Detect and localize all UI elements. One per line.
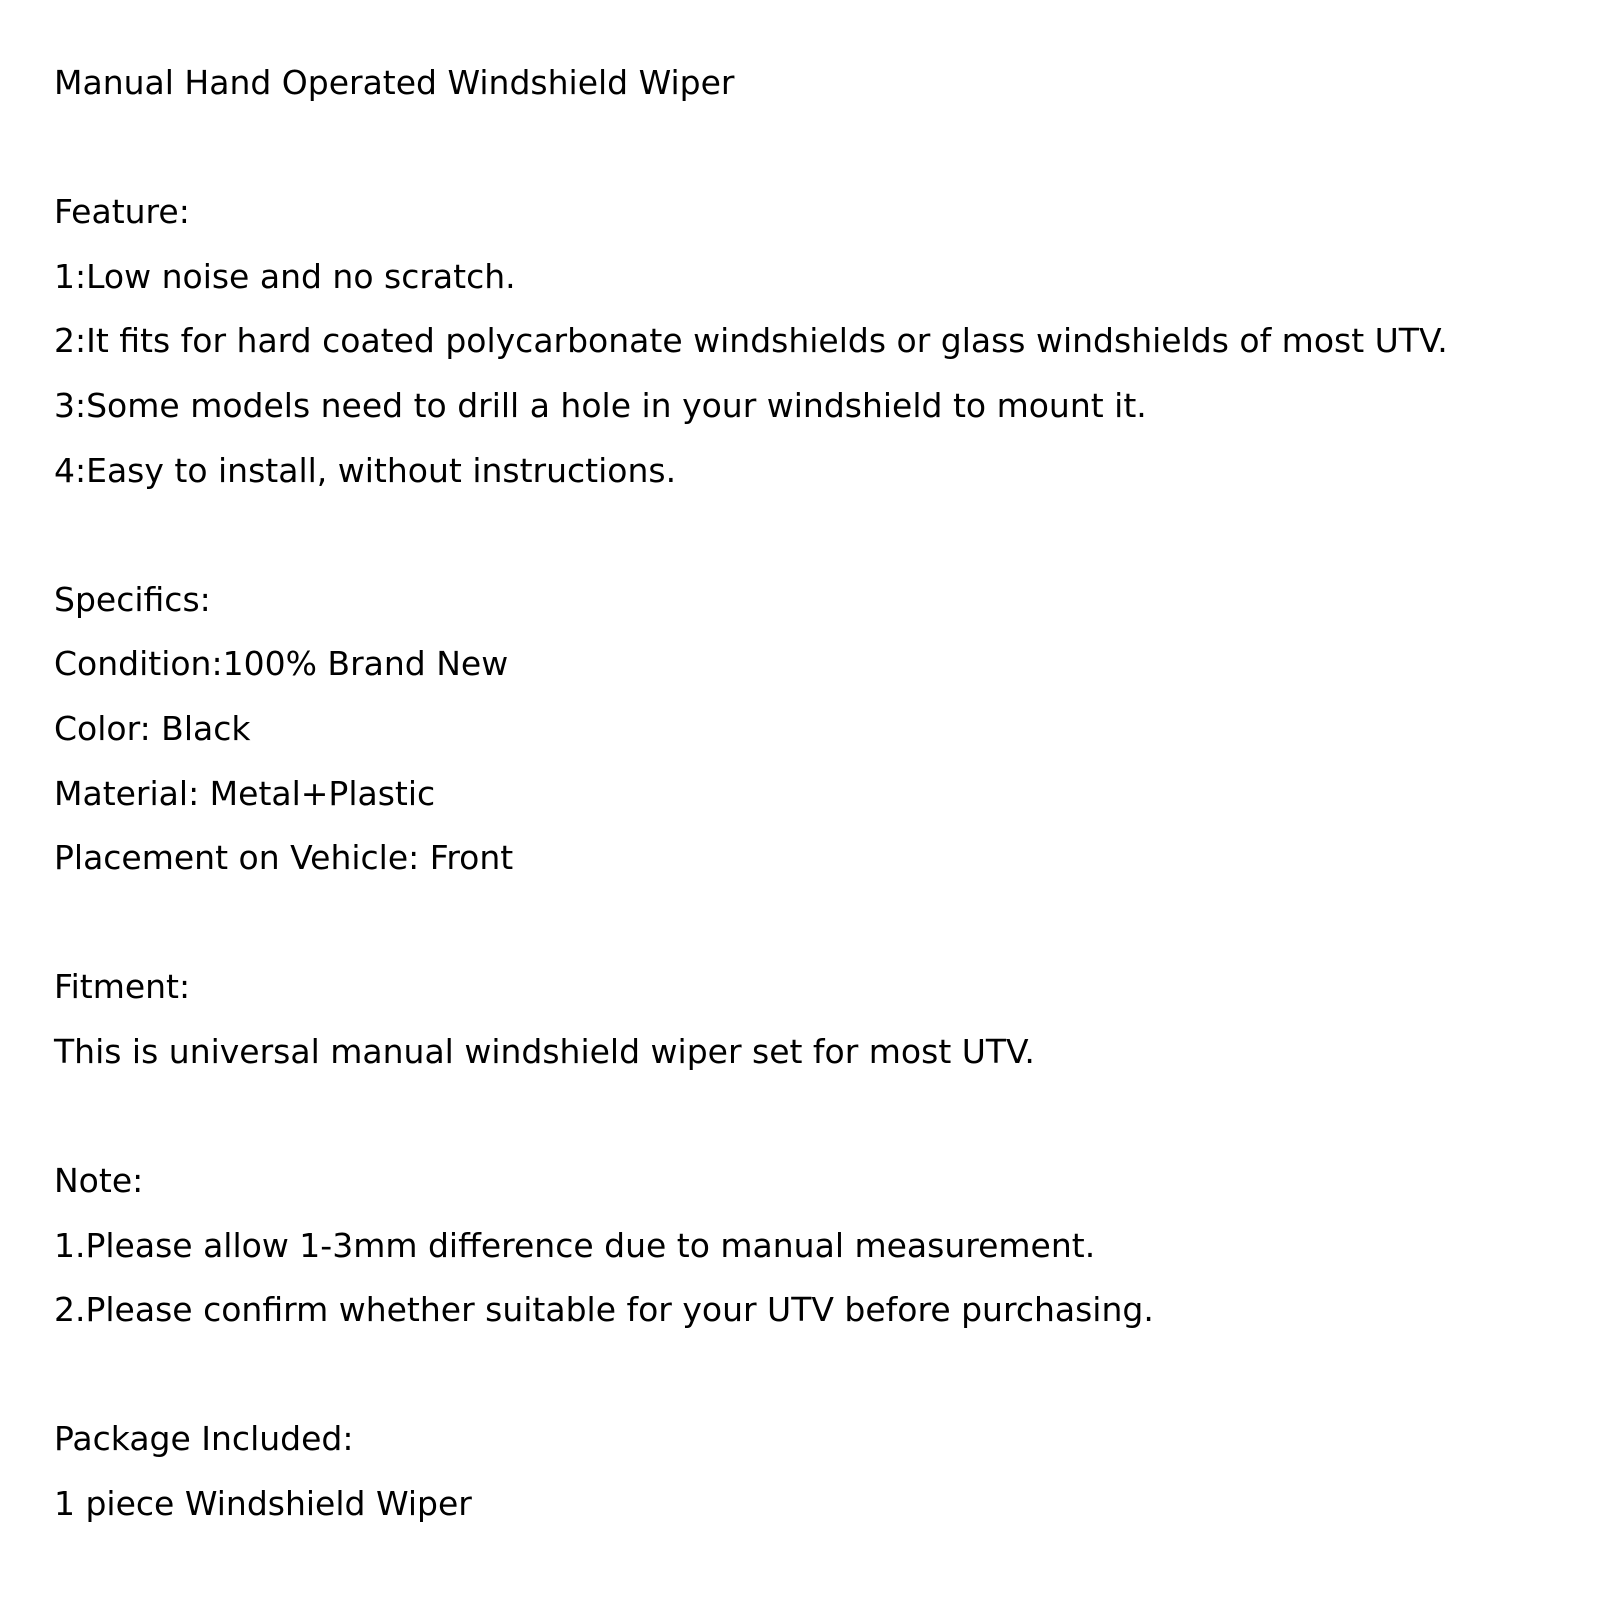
specifics-item: Color: Black (54, 708, 251, 748)
note-item: 1.Please allow 1-3mm difference due to manual measurement. (54, 1225, 1096, 1265)
blank-line (54, 116, 1584, 181)
feature-item: 3:Some models need to drill a hole in your windshield to mount it. (54, 385, 1147, 425)
fitment-text: This is universal manual windshield wiper set for most UTV. (54, 1031, 1035, 1071)
specifics-item: Condition:100% Brand New (54, 644, 509, 684)
package-item: 1 piece Windshield Wiper (54, 1484, 472, 1524)
specifics-item: Material: Metal+Plastic (54, 773, 436, 813)
feature-item: 4:Easy to install, without instructions. (54, 450, 677, 490)
note-heading: Note: (54, 1161, 144, 1201)
blank-line (54, 1343, 1584, 1408)
feature-item: 2:It fits for hard coated polycarbonate windshields or glass windshields of most UTV. (54, 321, 1448, 361)
product-description (54, 51, 1584, 1537)
feature-heading: Feature: (54, 192, 190, 232)
blank-line (54, 891, 1584, 956)
feature-item: 1:Low noise and no scratch. (54, 256, 516, 296)
package-heading: Package Included: (54, 1419, 354, 1459)
blank-line (54, 503, 1584, 568)
specifics-item: Placement on Vehicle: Front (54, 838, 514, 878)
note-item: 2.Please confirm whether suitable for your UTV before purchasing. (54, 1290, 1154, 1330)
specifics-heading: Specifics: (54, 579, 211, 619)
blank-line (54, 1085, 1584, 1150)
fitment-heading: Fitment: (54, 967, 191, 1007)
product-title: Manual Hand Operated Windshield Wiper (54, 63, 735, 102)
